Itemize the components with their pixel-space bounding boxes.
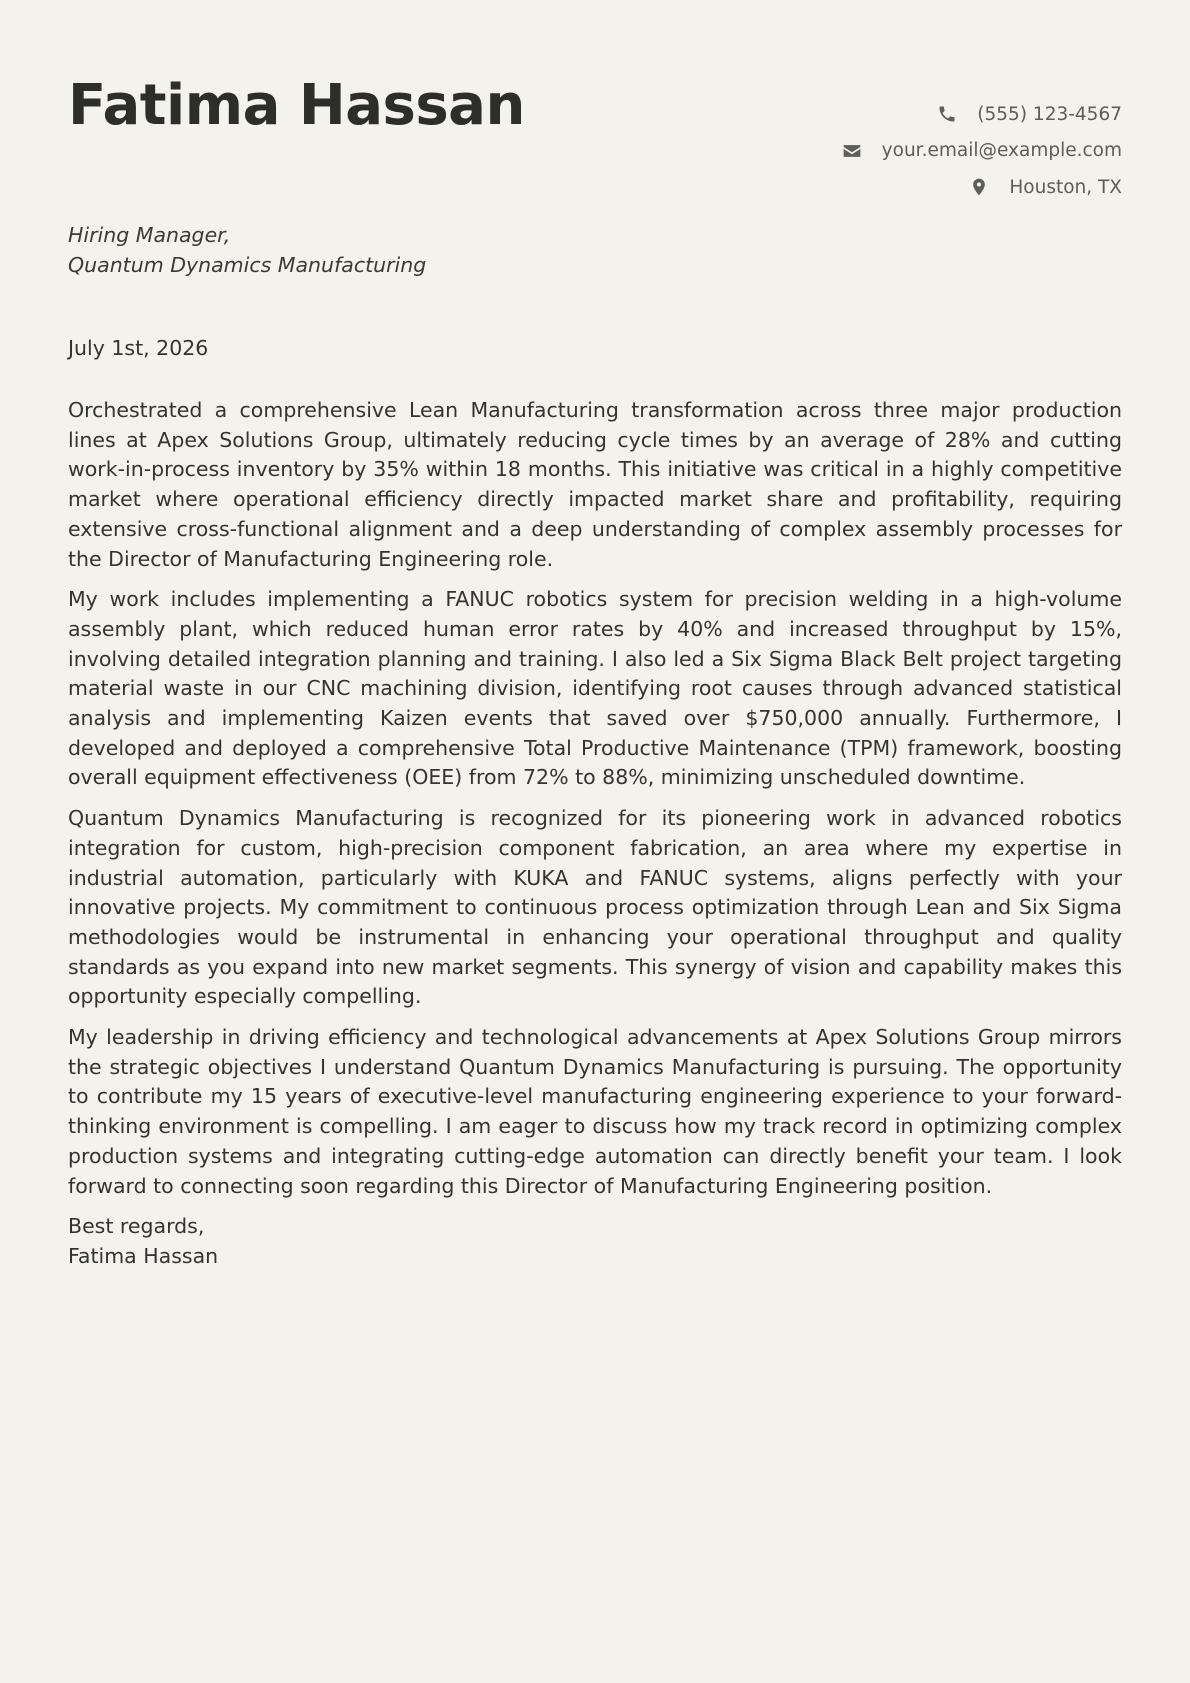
recipient-block <box>68 220 426 280</box>
location-text: Houston, TX <box>1009 176 1122 198</box>
phone-number: (555) 123-4567 <box>977 103 1122 125</box>
recipient-company: Quantum Dynamics Manufacturing <box>68 253 427 277</box>
body-paragraph: Orchestrated a comprehensive Lean Manufacturing transformation across three major production lines at Apex Solutions Group, ultimately reducing cycle times by an average of 28% and cutting work-in-process inventory by 35% within 18 months. This initiative was critical in a highly competitive market where operational efficiency directly impacted market share and profitability, requiring extensive cross-functional alignment and a deep understanding of complex assembly processes for the Director of Manufacturing Engineering role. <box>68 398 1122 571</box>
body-paragraph: My leadership in driving efficiency and technological advancements at Apex Solutions Group mirrors the strategic objectives I understand Quantum Dynamics Manufacturing is pursuing. The opportunity to contribute my 15 years of executive-level manufacturing engineering experience to your forward-thinking environment is compelling. I am eager to discuss how my track record in optimizing complex production systems and integrating cutting-edge automation can directly benefit your team. I look forward to connecting soon regarding this Director of Manufacturing Engineering position. <box>68 1025 1122 1198</box>
letter-date: July 1st, 2026 <box>68 336 209 360</box>
map-pin-icon <box>969 177 989 197</box>
letter-body <box>68 396 1122 1272</box>
contact-email <box>842 133 1122 170</box>
contact-phone <box>842 96 1122 133</box>
phone-icon <box>937 104 957 124</box>
closing-block <box>68 1212 1122 1271</box>
envelope-icon <box>842 141 862 161</box>
body-paragraph: Quantum Dynamics Manufacturing is recognized for its pioneering work in advanced robotics integration for custom, high-precision component fabrication, an area where my expertise in industrial automation, particularly with KUKA and FANUC systems, aligns perfectly with your innovative projects. My commitment to continuous process optimization through Lean and Six Sigma methodologies would be instrumental in enhancing your operational throughput and quality standards as you expand into new market segments. This synergy of vision and capability makes this opportunity especially compelling. <box>68 806 1122 1009</box>
email-address: your.email@example.com <box>881 140 1122 162</box>
body-paragraph: My work includes implementing a FANUC robotics system for precision welding in a high-volume assembly plant, which reduced human error rates by 40% and increased throughput by 15%, involving detailed integration planning and training. I also led a Six Sigma Black Belt project targeting material waste in our CNC machining division, identifying root causes through advanced statistical analysis and implementing Kaizen events that saved over $750,000 annually. Furthermore, I developed and deployed a comprehensive Total Productive Maintenance (TPM) framework, boosting overall equipment effectiveness (OEE) from 72% to 88%, minimizing unscheduled downtime. <box>68 587 1122 790</box>
contact-info <box>842 96 1122 206</box>
signature: Fatima Hassan <box>68 1243 219 1268</box>
sender-name: Fatima Hassan <box>68 73 525 138</box>
recipient-title: Hiring Manager, <box>68 223 231 247</box>
contact-location <box>842 169 1122 206</box>
letter-header <box>68 0 1122 200</box>
closing-salutation: Best regards, <box>68 1214 205 1239</box>
